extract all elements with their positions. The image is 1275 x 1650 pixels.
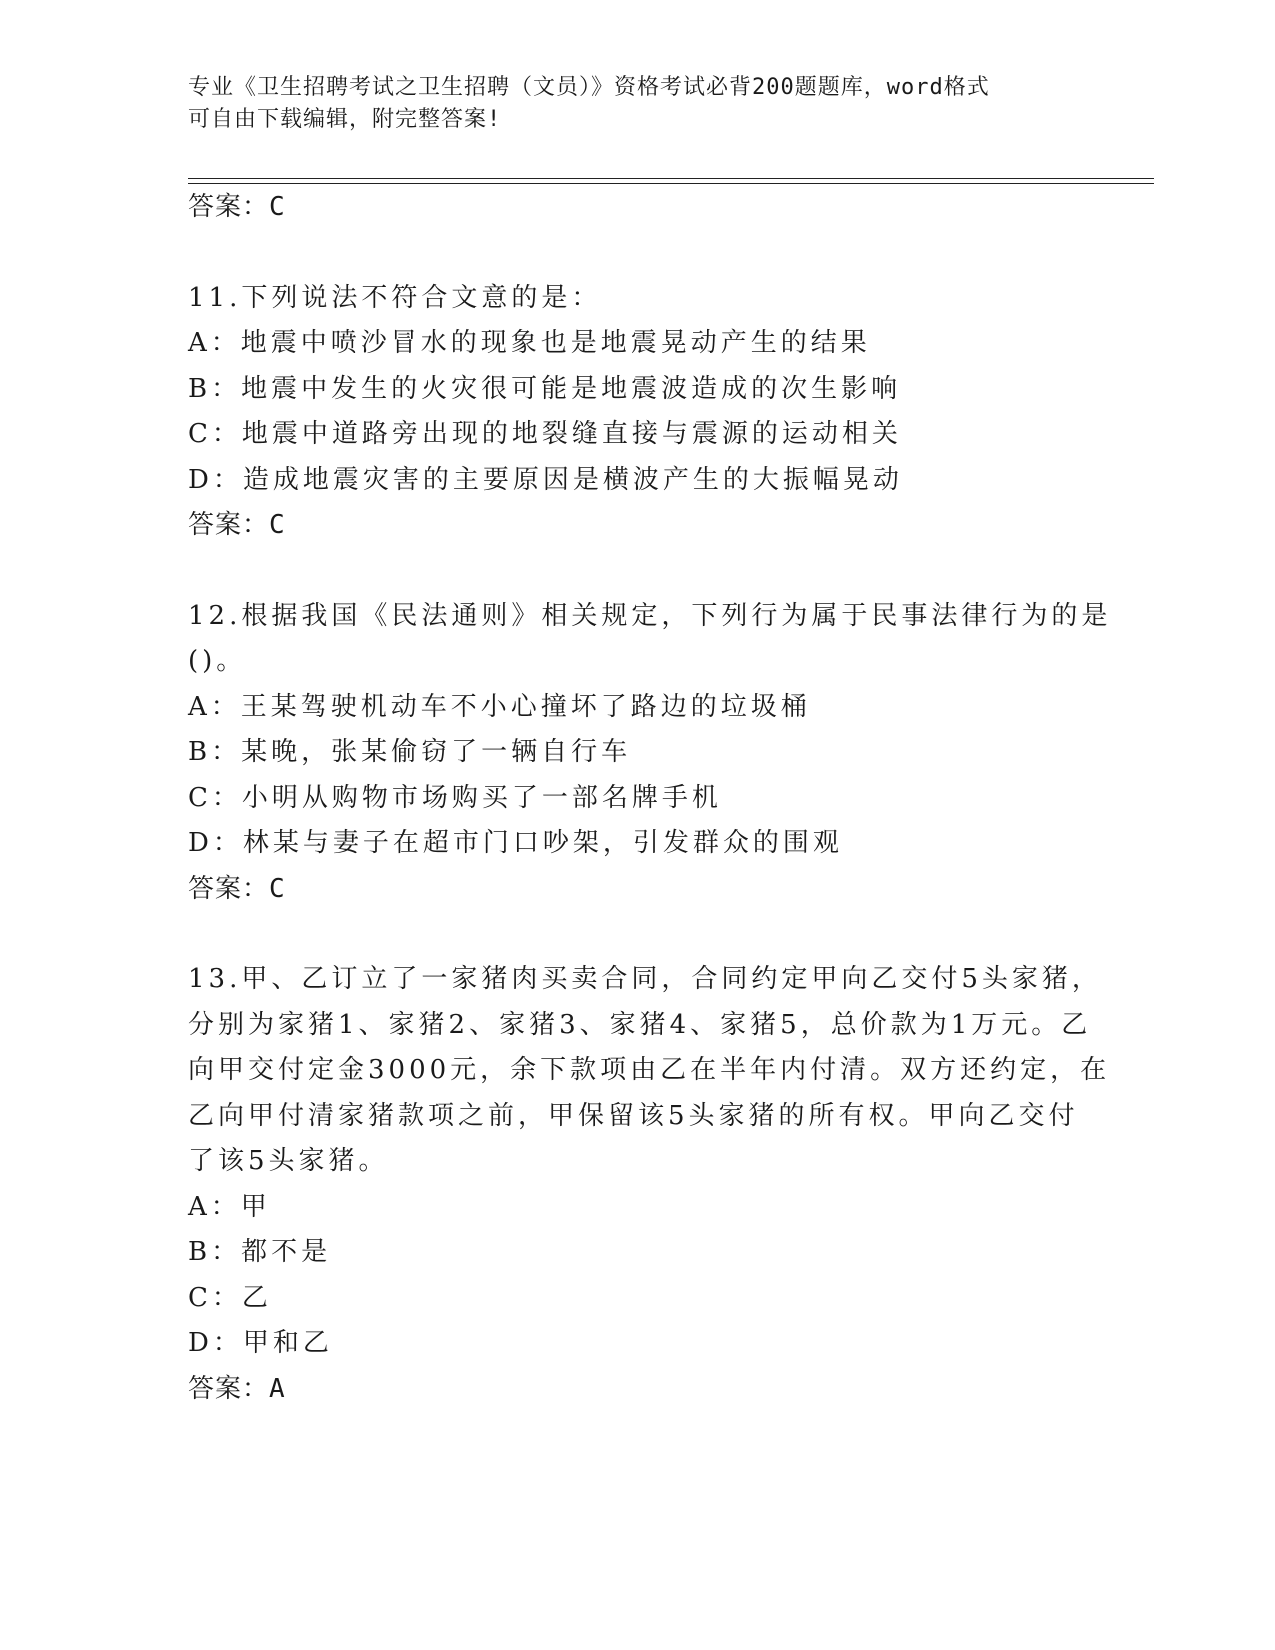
- answer-label: 答案：: [188, 192, 270, 222]
- option-b: B：某晚，张某偷窃了一辆自行车: [188, 737, 632, 767]
- header-divider-bottom: [188, 183, 1154, 184]
- answer-line: [188, 503, 1088, 549]
- option-a: A：王某驾驶机动车不小心撞坏了路边的垃圾桶: [188, 691, 811, 722]
- question-stem-line: 12.根据我国《民法通则》相关规定，下列行为属于民事法律行为的是: [188, 600, 1112, 631]
- answer-label: 答案：: [188, 873, 270, 904]
- question-stem-line: 乙向甲付清家猪款项之前，甲保留该5头家猪的所有权。甲向乙交付: [188, 1100, 1079, 1131]
- document-header: [188, 72, 1078, 136]
- question-stem-line: 13.甲、乙订立了一家猪肉买卖合同，合同约定甲向乙交付5头家猪，: [188, 964, 1102, 994]
- question-stem-line: 11.下列说法不符合文意的是：: [188, 282, 602, 313]
- answer-line: [188, 185, 1088, 231]
- question-content: [188, 185, 1112, 1412]
- option-b: B：地震中发生的火灾很可能是地震波造成的次生影响: [188, 373, 902, 404]
- option-a: A：甲: [188, 1191, 271, 1222]
- answer-label: 答案：: [188, 1373, 270, 1404]
- question-stem-line: 分别为家猪1、家猪2、家猪3、家猪4、家猪5，总价款为1万元。乙: [188, 1009, 1092, 1040]
- question-stem-line: ()。: [188, 646, 247, 676]
- header-divider-top: [188, 178, 1154, 179]
- option-a: A：地震中喷沙冒水的现象也是地震晃动产生的结果: [188, 328, 871, 358]
- option-d: D：甲和乙: [188, 1328, 333, 1358]
- option-c: C：地震中道路旁出现的地裂缝直接与震源的运动相关: [188, 419, 902, 449]
- question-12: [188, 594, 1112, 913]
- answer-line: [188, 867, 1088, 913]
- question-stem-line: 向甲交付定金3000元，余下款项由乙在半年内付清。双方还约定，在: [188, 1055, 1111, 1085]
- option-c: C：小明从购物市场购买了一部名牌手机: [188, 782, 722, 813]
- answer-value: C: [269, 510, 286, 540]
- answer-value: A: [269, 1373, 286, 1404]
- answer-label: 答案：: [188, 510, 270, 540]
- option-b: B：都不是: [188, 1237, 332, 1267]
- answer-value: C: [269, 192, 286, 222]
- spacer: [188, 549, 1088, 594]
- question-stem-line: 了该5头家猪。: [188, 1146, 389, 1176]
- option-d: D：林某与妻子在超市门口吵架，引发群众的围观: [188, 828, 843, 858]
- answer-value: C: [269, 873, 286, 904]
- header-line-1: 专业《卫生招聘考试之卫生招聘（文员）》资格考试必背200题题库，word格式: [188, 75, 990, 100]
- option-c: C：乙: [188, 1282, 272, 1313]
- spacer: [188, 231, 1088, 276]
- spacer: [188, 912, 1088, 957]
- question-11: [188, 276, 1088, 549]
- option-d: D：造成地震灾害的主要原因是横波产生的大振幅晃动: [188, 464, 903, 495]
- answer-line: [188, 1367, 1088, 1413]
- question-13: [188, 957, 1111, 1412]
- header-line-2: 可自由下载编辑，附完整答案!: [188, 107, 502, 132]
